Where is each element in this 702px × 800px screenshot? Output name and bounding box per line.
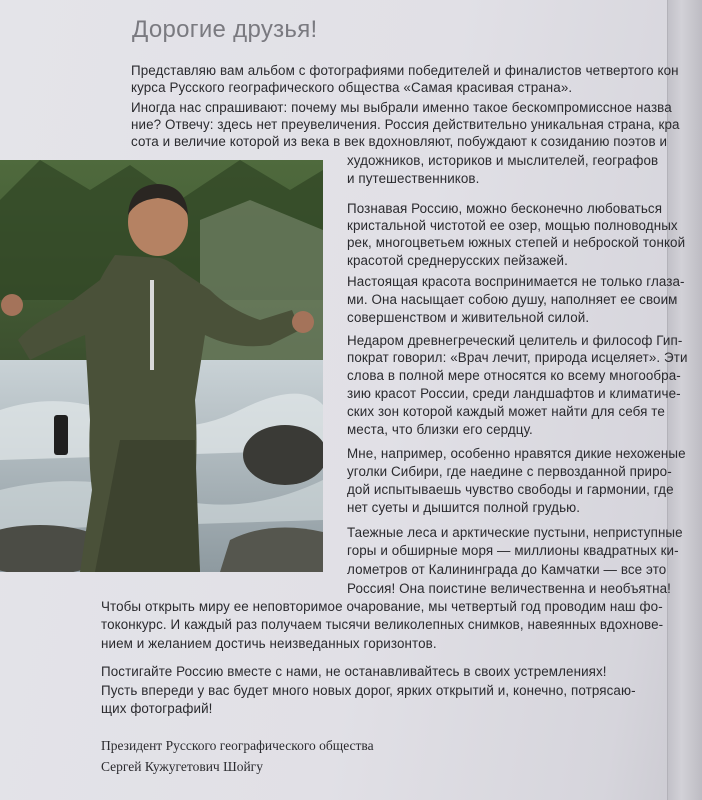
- text-line: токонкурс. И каждый раз получаем тысячи великолепных снимков, навеянных вдохнове-: [101, 617, 664, 632]
- text-line: Недаром древнегреческий целитель и философ Гип-: [347, 333, 683, 348]
- text-line: Россия! Она поистине величественна и необъятна!: [347, 581, 671, 596]
- text-line: ние? Отвечу: здесь нет преувеличения. Россия действительно уникальная страна, кра: [131, 117, 680, 132]
- text-line: слова в полной мере относятся ко всему многообра-: [347, 368, 681, 383]
- text-line: нет суеты и дышится полной грудью.: [347, 500, 581, 515]
- text-line: и путешественников.: [347, 171, 480, 186]
- text-line: Мне, например, особенно нравятся дикие нехоженые: [347, 446, 686, 461]
- signature-position: Президент Русского географического общества: [101, 738, 374, 753]
- text-line: Иногда нас спрашивают: почему мы выбрали именно такое бескомпромиссное назва: [131, 100, 672, 115]
- text-line: рек, многоцветьем южных степей и неброской тонкой: [347, 235, 686, 250]
- text-line: Чтобы открыть миру ее неповторимое очарование, мы четвертый год проводим наш фо-: [101, 599, 663, 614]
- text-line: пократ говорил: «Врач лечит, природа исцеляет». Эти: [347, 350, 688, 365]
- text-line: Пусть впереди у вас будет много новых дорог, ярких открытий и, конечно, потрясаю-: [101, 683, 636, 698]
- text-line: красотой среднерусских пейзажей.: [347, 253, 568, 268]
- text-line: дой испытываешь чувство свободы и гармонии, где: [347, 482, 674, 497]
- text-line: Представляю вам альбом с фотографиями победителей и финалистов четвертого кон: [131, 63, 679, 78]
- text-line: горы и обширные моря — миллионы квадратных ки-: [347, 543, 679, 558]
- text-line: Постигайте Россию вместе с нами, не останавливайтесь в своих устремлениях!: [101, 664, 607, 679]
- text-line: сота и величие которой из века в век вдохновляют, побуждают к созиданию поэтов и: [131, 134, 668, 149]
- text-line: кристальной чистотой ее озер, мощью полноводных: [347, 218, 678, 233]
- text-line: художников, историков и мыслителей, географов: [347, 153, 659, 168]
- text-line: щих фотографий!: [101, 701, 213, 716]
- page-title: Дорогие друзья!: [132, 16, 318, 43]
- text-line: ских зон которой каждый может найти для себя те: [347, 404, 665, 419]
- text-line: лометров от Калининграда до Камчатки — все это: [347, 562, 667, 577]
- text-line: Таежные леса и арктические пустыни, неприступные: [347, 525, 683, 540]
- text-line: нием и желанием достичь неизведанных горизонтов.: [101, 636, 437, 651]
- text-line: Познавая Россию, можно бесконечно любоваться: [347, 201, 663, 216]
- text-line: курса Русского географического общества «Самая красивая страна».: [131, 80, 573, 95]
- text-line: ми. Она насыщает собою душу, наполняет ее своим: [347, 292, 678, 307]
- signature-name: Сергей Кужугетович Шойгу: [101, 759, 263, 774]
- text-line: места, что близки его сердцу.: [347, 422, 533, 437]
- portrait-photo: [0, 160, 323, 572]
- text-line: зию красот России, среди ландшафтов и климатиче-: [347, 386, 681, 401]
- text-line: уголки Сибири, где наедине с первозданной приро-: [347, 464, 672, 479]
- text-line: совершенством и живительной силой.: [347, 310, 590, 325]
- text-line: Настоящая красота воспринимается не только глаза-: [347, 274, 685, 289]
